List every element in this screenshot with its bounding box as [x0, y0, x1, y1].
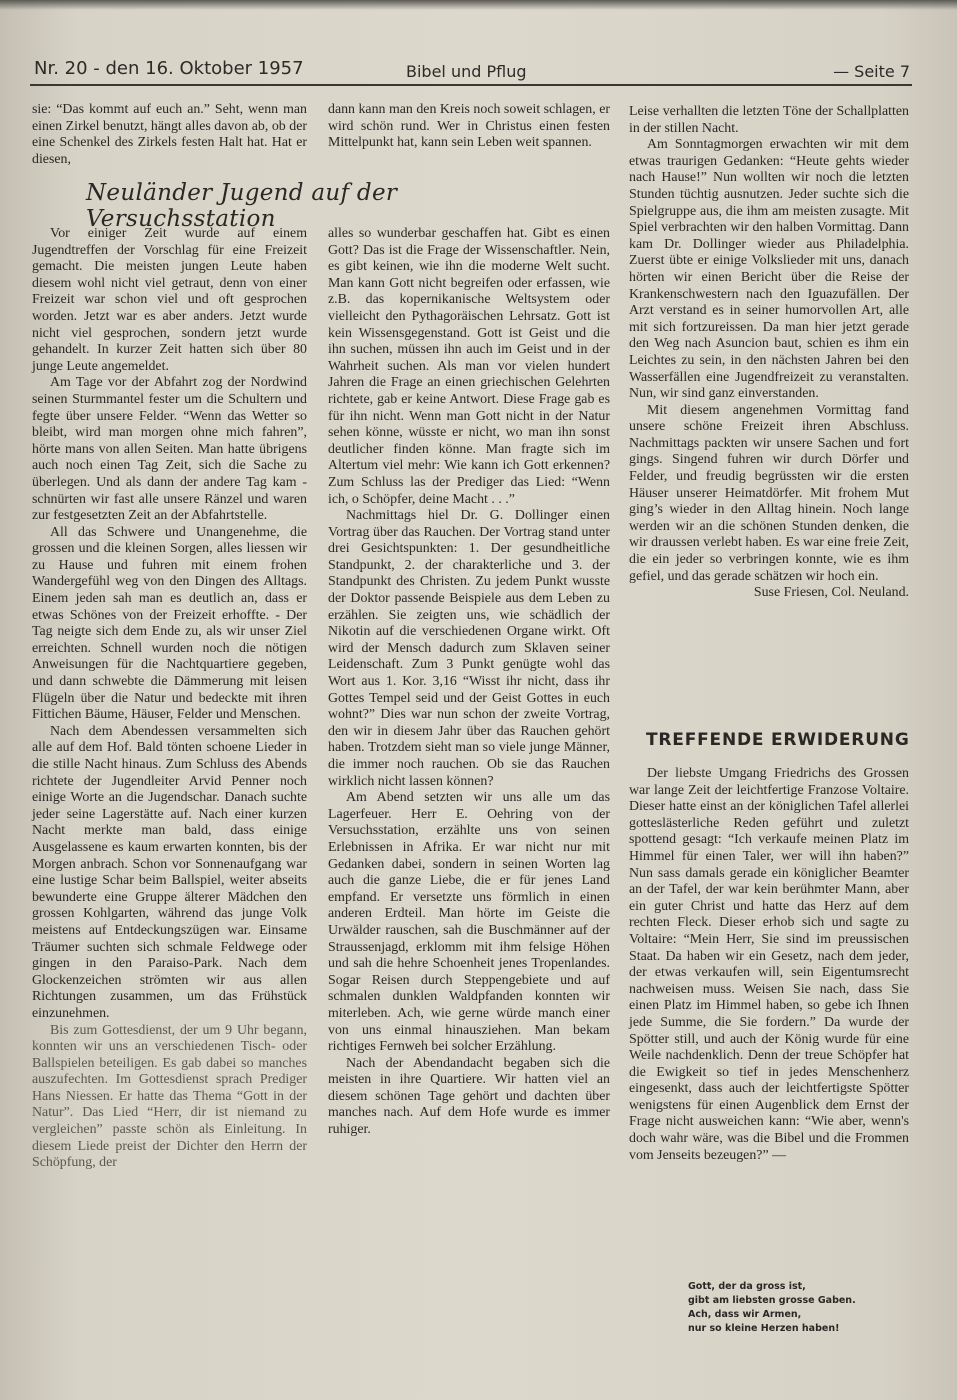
paragraph: Der liebste Umgang Friedrichs des Grossen war lange Zeit der leichtfertige Franzose Voltaire. Dieser hatte einst an der königlichen Tafel allerlei gotteslästerliche Reden geführt und zuletzt spottend gesagt: “Ich verkaufe meinen Platz im Himmel für einen Taler, wer will ihn haben?” Nun sass damals gerade ein königlicher Beamter an der Tafel, der war kein berühmter Mann, aber ein guter Christ und hatte das Herz auf dem rechten Fleck. Dieser erhob sich und sagte zu Voltaire: “Mein Herr, Sie sind im preussischen Staat. Da haben wir ein Gesetz, nach dem jeder, der etwas verkaufen will, sein Eigentumsrecht nachweisen muss. Weisen Sie nach, dass Sie einen Platz im Himmel haben, so gebe ich Ihnen jede Summe, die Sie fordern.” Da wurde der Spötter still, und auch der König wurde für eine Weile nachdenklich. Denn der treue Schöpfer hat die Ewigkeit so tief in jedes Menschenherz eingesenkt, dass auch der leichtfertigste Spötter wenigstens für einen Augenblick dem Ernst der Frage nicht ausweichen kann: “Wie aber, wenn's doch wahr wäre, was die Bibel und die Frommen vom Jenseits bezeugen?” — — [629, 766, 909, 1163]
article-title: Neuländer Jugend auf der Versuchsstation — [86, 180, 398, 232]
publication-title: Bibel und Pflug — [406, 62, 527, 81]
previous-article-fragment-col2 — [328, 102, 610, 152]
poem-line: Gott, der da gross ist, — [688, 1281, 806, 1292]
paragraph: Bis zum Gottesdienst, der um 9 Uhr begann, konnten wir uns an verschiedenen Tisch- oder Ballspielen beteiligen. Es gab dabei so manches auszufechten. Im Gottesdienst sprach Prediger Hans Niessen. Er hatte das Thema “Gott in der Natur”. Das Lied “Herr, dir ist niemand zu vergleichen” passte schön als Einleitung. In diesem Liede preist der Dichter den Herrn der Schöpfung, der — [32, 1022, 307, 1171]
header-rule — [30, 84, 912, 86]
page-number: — Seite 7 — [833, 62, 910, 81]
issue-line: Nr. 20 - den 16. Oktober 1957 — [34, 58, 304, 79]
paragraph: Am Sonntagmorgen erwachten wir mit dem etwas traurigen Gedanken: “Heute gehts wieder nach Hause!” Nun wollten wir noch die letzten Stunden tüchtig ausnutzen. Jeder suchte sich die Spielgruppe aus, die ihm am meisten zusagte. Mit Spiel verbrachten wir den halben Vormittag. Dann kam Dr. Dollinger wieder aus Philadelphia. Zuerst übte er einige Volkslieder mit uns, danach hörten wir einen Bericht über die Reise der Krankenschwestern nach den Iguazufällen. Der Arzt verstand es in seiner humorvollen Art, alle mit sich fortzureissen. Da man hier jetzt gerade den Weg nach Asuncion baut, schien es ihm ein Leichtes zu sein, in den nächsten Jahren bei den Wasserfällen eine Jugendfreizeit zu veranstalten. Nun, wir sind ganz einverstanden. — [629, 137, 909, 402]
box-title: TREFFENDE ERWIDERUNG — [646, 730, 910, 750]
box-article — [629, 766, 909, 1164]
paragraph: Am Tage vor der Abfahrt zog der Nordwind seinen Sturmmantel fester um die Schultern und fegte über unsere Felder. “Wenn das Wetter so bleibt, wird man morgen ohne mich fahren”, hörte mans von allen Seiten. Man hatte übrigens auch noch einen Tag Zeit, sich die Sache zu überlegen. Und als dann der andere Tag kam - schnürten wir fast alle unsere Ränzel und waren zur festgesetzten Zeit an der Abfahrtstelle. — [32, 375, 307, 524]
closing-poem — [688, 1280, 888, 1336]
article-column-2 — [328, 226, 610, 1139]
poem-line: Ach, dass wir Armen, — [688, 1309, 802, 1320]
paragraph: Nach dem Abendessen versammelten sich alle auf dem Hof. Bald tönten schoene Lieder in die stille Nacht hinaus. Zum Schluss des Abends richtete der Jugendleiter Arvid Penner noch einige Worte an die Jugendschar. Danach suchte jeder seine Lagerstätte auf. Nach einer kurzen Nacht merkte man bald, dass einige Ausgelassene es kaum erwarten konnten, bis der Morgen anbrach. Schon vor Sonnenaufgang war eine lustige Schar beim Ballspiel, weiter abseits bewunderte eine Gruppe älterer Mädchen den grossen Kohlgarten, während das junge Volk meistens auf Entdeckungszügen war. Einsame Träumer suchten sich schmale Feldwege oder gingen in den Paraiso-Park. Nach dem Glockenzeichen strömten wir aus allen Richtungen zusammen, um das Frühstück einzunehmen. — [32, 723, 307, 1021]
paragraph: alles so wunderbar geschaffen hat. Gibt es einen Gott? Das ist die Frage der Wissenschaftler. Nein, es gibt keinen, wie ihn die moderne Welt sucht. Man kann Gott nicht begreifen oder erfassen, wie z.B. das kopernikanische Weltsystem oder vielleicht den Pythagoräischen Lehrsatz. Gott ist kein Wissensgegenstand. Gott ist Geist und die ihn suchen, müssen ihn auch im Geist und in der Wahrheit suchen. Als man vor vielen hundert Jahren die Frage an einen griechischen Gelehrten richtete, gab er keine Antwort. Diese Frage gab es für ihn nicht. Wenn man Gott nicht in der Natur sehen könne, wüsste er nicht, wo man ihn sonst deutlicher finden könne. Man fragte sich im Altertum viel mehr: Wie kann ich Gott erkennen? Zum Schluss las der Prediger das Lied: “Wenn ich, o Schöpfer, deine Macht . . .” — [328, 226, 610, 507]
fragment-text: sie: “Das kommt auf euch an.” Seht, wenn man einen Zirkel benutzt, hängt alles davon ab, ob der eine Schenkel des Zirkels festen Halt hat. Hat er diesen, — [32, 102, 307, 167]
article-column-3 — [629, 104, 909, 602]
paragraph: Nach der Abendandacht begaben sich die meisten in ihre Quartiere. Wir hatten viel an diesem schönen Tage gehört und dachten über manches nach. Auf dem Hofe wurde es immer ruhiger. — [328, 1055, 610, 1138]
paragraph: Am Abend setzten wir uns alle um das Lagerfeuer. Herr E. Oehring von der Versuchsstation, erzählte uns von seinen Erlebnissen in Afrika. Er war nicht nur mit Gedanken dabei, sondern in seinen Worten lag auch die ganze Liebe, die er für jenes Land empfand. Er versetzte uns förmlich in einen anderen Erdteil. Man hörte im Geiste die Urwälder rauschen, sah die Buschmänner auf der Straussenjagd, erklomm mit ihm felsige Höhen und sah die hehre Schoenheit jenes Tropenlandes. Sogar Reisen durch Steppengebiete und auf schmalen dunklen Waldpfanden konnten wir miterleben. Ach, wie gerne würde manch einer von uns einmal hinausziehen. Man bekam richtiges Fernweh bei solcher Erzählung. — [328, 790, 610, 1055]
fragment-text: dann kann man den Kreis noch soweit schlagen, er wird schön rund. Wer in Christus einen festen Mittelpunkt hat, kann sein Leben weit spannen. — [328, 102, 610, 151]
paragraph: Mit diesem angenehmen Vormittag fand unsere schöne Freizeit ihren Abschluss. Nachmittags packten wir unsere Sachen und fort gings. Singend fuhren wir durch Dörfer und Felder, und freudig begrüssten wir die ersten Häuser unserer Heimatdörfer. Mit frohem Mut ging’s wieder in den Alltag hinein. Noch lange werden wir an die schönen Stunden denken, die wir draussen verlebt haben. Es war eine freie Zeit, die ein jeder so verbringen konnte, wie es ihm gefiel, und das gerade schätzen wir hoch ein. — [629, 402, 909, 584]
paragraph: All das Schwere und Unangenehme, die grossen und die kleinen Sorgen, alles liessen wir zu Hause und fuhren mit einem frohen Wandergefühl weg von den Dingen des Alltags. Einem jeden sah man es deutlich an, dass er etwas Schönes von der Freizeit erhoffte. - Der Tag neigte sich dem Ende zu, als wir unser Ziel erreichten. Schnell wurden noch die nötigen Anweisungen für die Nachtquartiere gegeben, und dann schwebte die Dämmerung mit leisen Flügeln über die Natur und bedeckte mit ihren Fittichen Bäume, Häuser, Felder und Menschen. — [32, 524, 307, 723]
article-column-1 — [32, 226, 307, 1172]
article-signature: Suse Friesen, Col. Neuland. — [753, 585, 909, 601]
paragraph: Vor einiger Zeit wurde auf einem Jugendtreffen der Vorschlag für eine Freizeit gemacht. Die meisten jungen Leute haben diesem wohl nicht viel getraut, denn von einer Freizeit war schon viel und oft gesprochen worden. Jetzt war es aber anders. Jetzt wurde nicht viel gesprochen, sondern jetzt wurde gehandelt. In kurzer Zeit hatten sich über 80 junge Leute angemeldet. — [32, 226, 307, 374]
poem-line: nur so kleine Herzen haben! — [688, 1323, 840, 1334]
page-header — [34, 58, 910, 86]
paragraph: Leise verhallten die letzten Töne der Schallplatten in der stillen Nacht. — [629, 104, 909, 136]
scan-edge-shadow — [0, 0, 957, 10]
previous-article-fragment-col1 — [32, 102, 307, 168]
poem-line: gibt am liebsten grosse Gaben. — [688, 1295, 856, 1306]
paragraph: Nachmittags hiel Dr. G. Dollinger einen Vortrag über das Rauchen. Der Vortrag stand unter drei Gesichtspunkten: 1. Der gesundheitliche Standpunkt, 2. der charakterliche und 3. der Standpunkt des Christen. Zu jedem Punkt wusste der Doktor passende Beispiele aus dem Leben zu erzählen. Sie zeigten uns, wie schädlich der Nikotin auf die verschiedenen Organe wirkt. Oft wird der Mensch dadurch zum Sklaven seiner Leidenschaft. Zum 3 Punkt genügte wohl das Wort aus 1. Kor. 3,16 “Wisst ihr nicht, dass ihr Gottes Tempel seid und der Geist Gottes in euch wohnt?” Dies war nun schon der zweite Vortrag, den wir in diesem Jahr über das Rauchen gehört haben. Trotzdem sieht man so viele junge Männer, die immer noch rauchen. Ob sie das Rauchen wirklich nicht lassen können? — [328, 508, 610, 789]
